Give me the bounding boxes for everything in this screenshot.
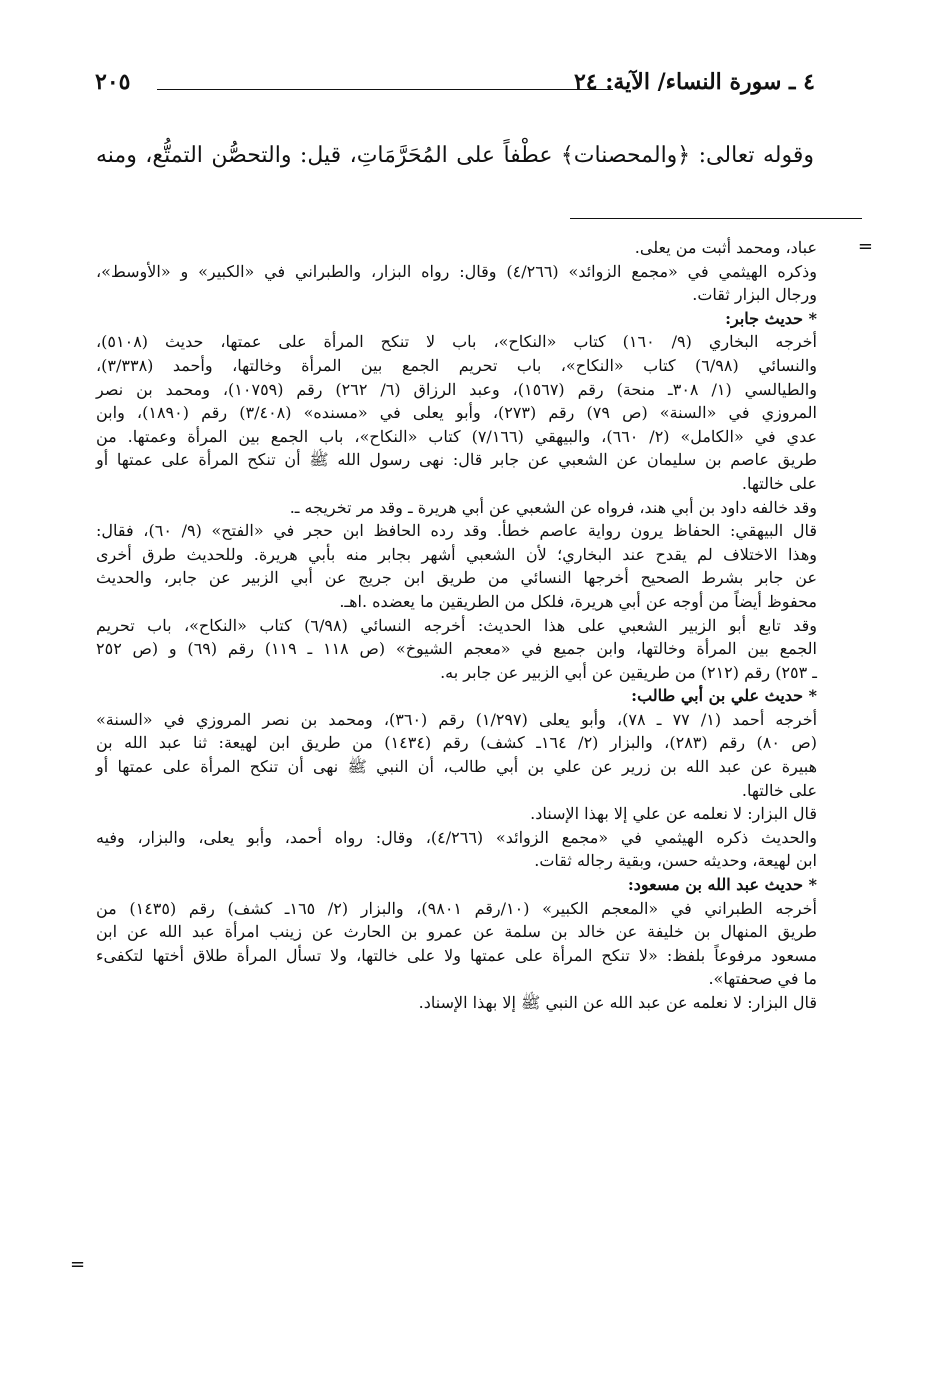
footnote-line: قال البزار: لا نعلمه عن علي إلا بهذا الإسناد. (530, 804, 817, 824)
footnote-line: ابن لهيعة، وحديثه حسن، وبقية رجاله ثقات. (534, 851, 817, 871)
footnote-line: مسعود مرفوعاً بلفظ: «لا تنكح المرأة على عمتها ولا على خالتها، ولا تسأل المرأة طلاق أختها لتكفىء (96, 945, 817, 965)
continuation-mark-top: = (857, 236, 873, 257)
footnote-line: أخرجه الطبراني في «المعجم الكبير» (١٠/رقم ٩٨٠١)، والبزار (٢/ ١٦٥ـ كشف) رقم (١٤٣٥) من (96, 898, 817, 918)
footnote-line: هبيرة عن عبد الله بن زرير عن علي بن أبي طالب، أن النبي ﷺ نهى أن تنكح المرأة على عمتها أو (96, 757, 817, 777)
footnote-line: المروزي في «السنة» (ص ٧٩) رقم (٢٧٣)، وأبو يعلى في «مسنده» (٣/٤٠٨) رقم (١٨٩٠)، وابن (96, 403, 817, 423)
footnotes (96, 236, 817, 1015)
footnote-line: وذكره الهيثمي في «مجمع الزوائد» (٤/٢٦٦) وقال: رواه البزار، والطبراني في «الكبير» و «الأوسط»، (96, 261, 818, 281)
footnote-line: طريق عاصم بن سليمان عن الشعبي عن جابر قال: نهى رسول الله ﷺ أن تنكح المرأة على عمتها أو (96, 450, 817, 470)
footnote-line: أخرجه البخاري (٩/ ١٦٠) كتاب «النكاح»، باب لا تنكح المرأة على عمتها، حديث (٥١٠٨)، (96, 332, 817, 352)
section-heading-jabir: * حديث جابر: (725, 308, 817, 328)
footnote-line: وقد تابع أبو الزبير الشعبي على هذا الحديث: أخرجه النسائي (٦/٩٨) كتاب «النكاح»، باب تحريم (96, 615, 817, 635)
footnote-line: على خالتها. (741, 780, 817, 800)
footnote-line: الجمع بين المرأة وخالتها، وابن جميع في «معجم الشيوخ» (ص ١١٨ ـ ١١٩) رقم (٦٩) و (ص ٢٥٢ (96, 639, 818, 659)
footnote-line: قال البيهقي: الحفاظ يرون رواية عاصم خطأ. وقد رده الحافظ ابن حجر في «الفتح» (٩/ ٦٠)، فقال: (96, 521, 818, 541)
header-rule (157, 89, 613, 90)
footnote-separator (570, 218, 862, 219)
footnote-line: عدي في «الكامل» (٢/ ٦٦٠)، والبيهقي (٧/١٦٦) كتاب «النكاح»، باب الجمع بين المرأة وعمتها. من (96, 426, 818, 446)
footnote-line: محفوظ أيضاً من أوجه عن أبي هريرة، فلكل من الطريقين ما يعضده .اهـ. (339, 591, 817, 611)
footnote-line: طريق المنهال بن خليفة عن خالد بن سلمة عن عمرو بن الحارث عن زينب امرأة عبد الله عن ابن (96, 922, 817, 942)
footnote-line: ـ ٢٥٣) رقم (٢١٢) من طريقين عن أبي الزبير عن جابر به. (440, 662, 817, 682)
footnote-line: والنسائي (٦/٩٨) كتاب «النكاح»، باب تحريم الجمع بين المرأة وخالتها، وأحمد (٣/٣٣٨)، (96, 355, 818, 375)
footnote-line: عن جابر بشرط الصحيح أخرجها النسائي من طريق ابن جريج عن أبي الزبير عن جابر، والحديث (96, 568, 817, 588)
page-number: ٢٠٥ (95, 69, 131, 95)
chapter-heading: ٤ ـ سورة النساء/ الآية: ٢٤ (573, 69, 815, 95)
footnote-line: ما في صحفتها». (708, 969, 817, 989)
footnote-line: قال البزار: لا نعلمه عن عبد الله عن النبي ﷺ إلا بهذا الإسناد. (418, 993, 817, 1012)
footnote-line: أخرجه أحمد (١/ ٧٧ ـ ٧٨)، وأبو يعلى (١/٢٩٧) رقم (٣٦٠)، ومحمد بن نصر المروزي في «السنة» (96, 709, 818, 729)
continuation-mark-bottom: = (70, 1254, 86, 1275)
footnote-line: (ص ٨٠) رقم (٢٨٣)، والبزار (٢/ ١٦٤ـ كشف) رقم (١٤٣٤) من طريق ابن لهيعة: ثنا عبد الله بن (96, 733, 818, 753)
footnote-line: عباد، ومحمد أثبت من يعلى. (634, 238, 817, 257)
footnote-line: وهذا الاختلاف لم يقدح عند البخاري؛ لأن الشعبي أشهر بجابر منه بأبي هريرة. وللحديث طرق أخرى (96, 544, 817, 564)
running-header (95, 64, 815, 100)
footnote-line: على خالتها. (741, 473, 817, 493)
footnote-line: والطيالسي (١/ ٣٠٨ـ منحة) رقم (١٥٦٧)، وعبد الرزاق (٦/ ٢٦٢) رقم (١٠٧٥٩)، ومحمد بن نصر (96, 379, 817, 399)
section-heading-ibn-masud: * حديث عبد الله بن مسعود: (627, 875, 817, 895)
section-heading-ali: * حديث علي بن أبي طالب: (631, 686, 817, 706)
footnote-line: وقد خالفه داود بن أبي هند، فرواه عن الشعبي عن أبي هريرة ـ وقد مر تخريجه ـ. (289, 497, 817, 517)
footnote-line: والحديث ذكره الهيثمي في «مجمع الزوائد» (٤/٢٦٦)، وقال: رواه أحمد، وأبو يعلى، والبزار، وفيه (96, 827, 817, 847)
footnote-line: ورجال البزار ثقات. (692, 285, 817, 305)
main-text-line: وقوله تعالى: ﴿والمحصنات﴾ عطْفاً على المُحَرَّمَاتِ، قيل: والتحصُّن التمتُّع، ومنه (96, 143, 814, 168)
